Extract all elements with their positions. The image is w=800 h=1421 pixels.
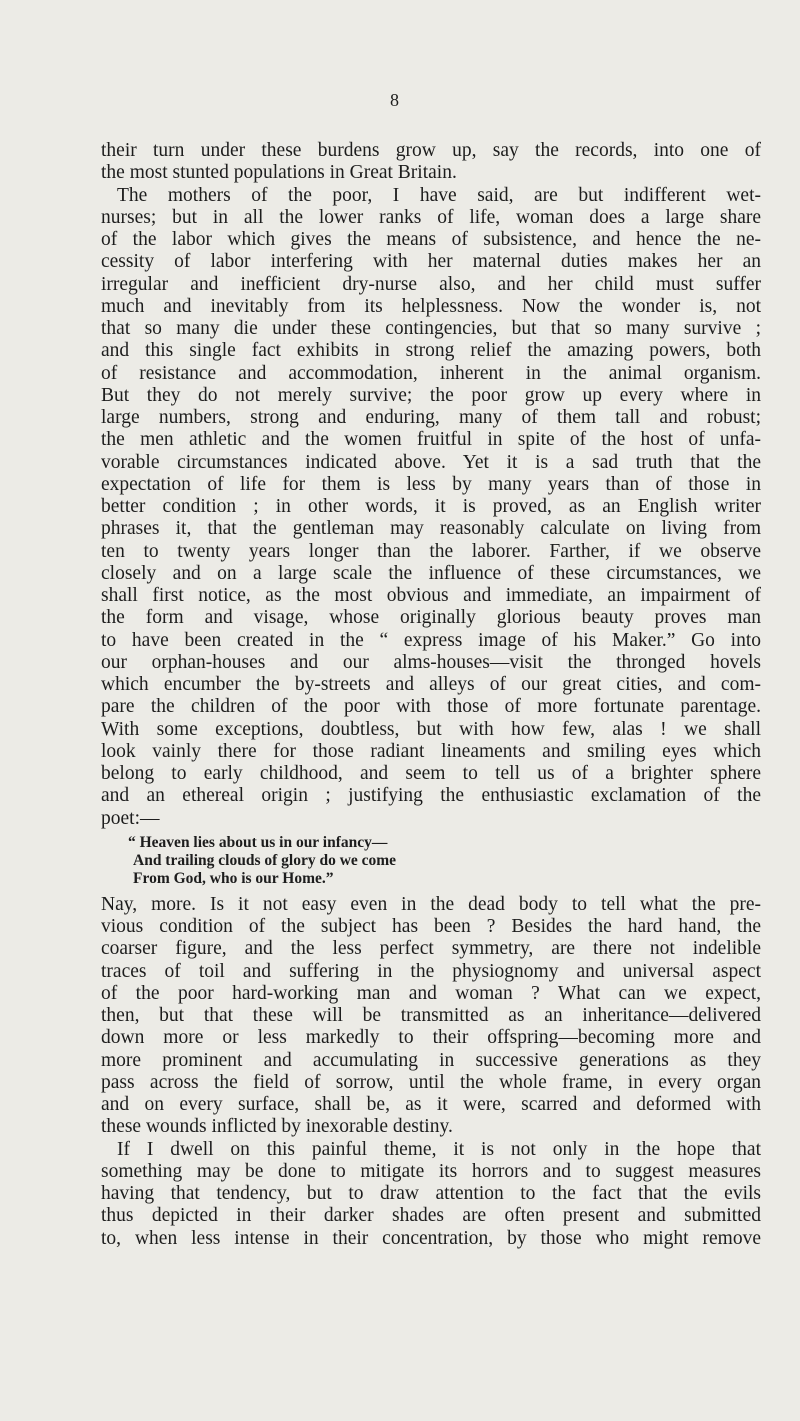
text-line: these wounds inflicted by inexorable destiny. (101, 1116, 453, 1138)
text-line: pass across the field of sorrow, until the whole frame, in every organ (101, 1071, 761, 1093)
text-line: vorable circumstances indicated above. Yet it is a sad truth that the (101, 451, 761, 473)
paragraph-4 (101, 1139, 761, 1250)
text-line: much and inevitably from its helplessness. Now the wonder is, not (101, 295, 761, 317)
text-line: our orphan-houses and our alms-houses—visit the thronged hovels (101, 651, 761, 673)
text-line: expectation of life for them is less by many years than of those in (101, 473, 761, 495)
text-line: to, when less intense in their concentration, by those who might remove (101, 1227, 761, 1249)
text-line: irregular and inefficient dry-nurse also, and her child must suffer (101, 273, 761, 295)
text-line: phrases it, that the gentleman may reasonably calculate on living from (101, 518, 761, 540)
text-line: With some exceptions, doubtless, but with how few, alas ! we shall (101, 718, 761, 740)
text-line: traces of toil and suffering in the physiognomy and universal aspect (101, 960, 761, 982)
quote-line: From God, who is our Home.” (133, 869, 334, 887)
paragraph-2 (101, 185, 761, 830)
text-line: something may be done to mitigate its horrors and to suggest measures (101, 1160, 761, 1182)
text-line: nurses; but in all the lower ranks of life, woman does a large share (101, 206, 761, 228)
text-line: better condition ; in other words, it is proved, as an English writer (101, 496, 761, 517)
text-line: down more or less markedly to their offspring—becoming more and (101, 1027, 761, 1049)
text-line: coarser figure, and the less perfect symmetry, are there not indelible (101, 938, 761, 960)
paragraph-1 (101, 140, 761, 185)
page-number: 8 (390, 90, 399, 110)
text-line: ten to twenty years longer than the laborer. Farther, if we observe (101, 540, 761, 562)
quote-line: “ Heaven lies about us in our infancy— (128, 833, 388, 851)
text-line: then, but that these will be transmitted as an inheritance—delivered (101, 1005, 761, 1026)
text-line: which encumber the by-streets and alleys of our great cities, and com- (101, 674, 761, 695)
text-line: having that tendency, but to draw attention to the fact that the evils (101, 1183, 761, 1204)
text-line: belong to early childhood, and seem to tell us of a brighter sphere (101, 763, 761, 784)
text-line: shall first notice, as the most obvious and immediate, an impairment of (101, 585, 761, 606)
poem-quote (101, 834, 761, 888)
text-line: thus depicted in their darker shades are often present and submitted (101, 1205, 761, 1227)
text-line: If I dwell on this painful theme, it is not only in the hope that (117, 1138, 761, 1160)
text-line: more prominent and accumulating in successive generations as they (101, 1049, 761, 1071)
text-line: and on every surface, shall be, as it were, scarred and deformed with (101, 1094, 761, 1115)
body-text (101, 140, 761, 1250)
text-line: poet:— (101, 807, 160, 829)
text-line: vious condition of the subject has been ? Besides the hard hand, the (101, 916, 761, 937)
text-line: of the labor which gives the means of subsistence, and hence the ne- (101, 229, 761, 250)
text-line: But they do not merely survive; the poor grow up every where in (101, 384, 761, 406)
text-line: that so many die under these contingencies, but that so many survive ; (101, 318, 761, 339)
text-line: The mothers of the poor, I have said, are but indifferent wet- (117, 184, 761, 206)
text-line: the form and visage, whose originally glorious beauty proves man (101, 607, 761, 629)
text-line: their turn under these burdens grow up, say the records, into one of (101, 140, 761, 161)
text-line: Nay, more. Is it not easy even in the dead body to tell what the pre- (101, 893, 761, 915)
text-line: and this single fact exhibits in strong relief the amazing powers, both (101, 340, 761, 362)
paragraph-3 (101, 894, 761, 1139)
text-line: the men athletic and the women fruitful in spite of the host of unfa- (101, 429, 761, 451)
text-line: of the poor hard-working man and woman ? What can we expect, (101, 982, 761, 1004)
text-line: large numbers, strong and enduring, many of them tall and robust; (101, 407, 761, 428)
text-line: the most stunted populations in Great Britain. (101, 162, 457, 184)
text-line: closely and on a large scale the influence of these circumstances, we (101, 562, 761, 584)
text-line: of resistance and accommodation, inherent in the animal organism. (101, 362, 761, 384)
text-line: cessity of labor interfering with her maternal duties makes her an (101, 251, 761, 273)
quote-line: And trailing clouds of glory do we come (133, 851, 397, 869)
text-line: pare the children of the poor with those of more fortunate parentage. (101, 696, 761, 718)
text-line: look vainly there for those radiant lineaments and smiling eyes which (101, 740, 761, 762)
text-line: and an ethereal origin ; justifying the enthusiastic exclamation of the (101, 785, 761, 807)
text-line: to have been created in the “ express image of his Maker.” Go into (101, 629, 761, 651)
